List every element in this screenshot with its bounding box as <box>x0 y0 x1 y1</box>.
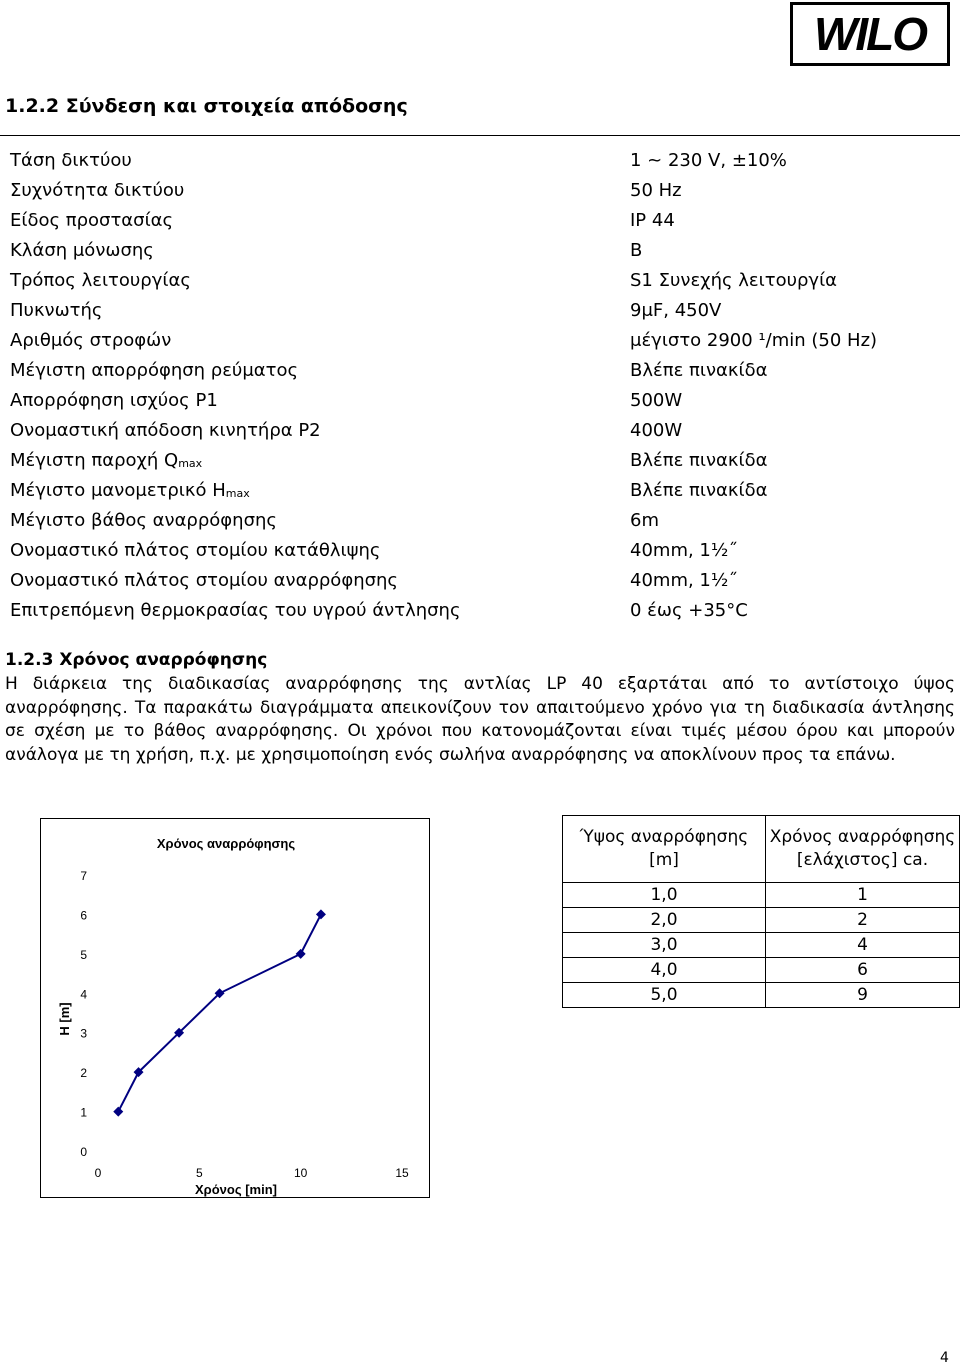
x-tick-label: 0 <box>94 1166 102 1180</box>
spec-label <box>10 506 277 536</box>
spec-label <box>10 386 218 416</box>
spec-label <box>10 326 171 356</box>
spec-label-subscript: max <box>178 457 203 470</box>
y-tick-label: 0 <box>80 1145 87 1159</box>
table-header-height: Ύψος αναρρόφησης [m] <box>563 816 766 883</box>
table-row <box>563 883 960 908</box>
table-row <box>563 933 960 958</box>
spec-label <box>10 446 202 479</box>
series-line <box>118 914 321 1111</box>
section-title: 1.2.2 Σύνδεση και στοιχεία απόδοσης <box>5 95 408 117</box>
chart-canvas <box>41 819 431 1199</box>
table-cell: 3,0 <box>563 933 766 958</box>
y-tick-label: 4 <box>80 987 87 1002</box>
table-cell: 2 <box>766 908 960 933</box>
table-cell: 6 <box>766 958 960 983</box>
spec-row <box>10 356 955 386</box>
spec-value: 400W <box>630 420 683 441</box>
spec-label-text: Πυκνωτής <box>10 300 103 321</box>
spec-label <box>10 206 173 236</box>
y-tick-label: 5 <box>80 947 87 962</box>
spec-value: 40mm, 1½˝ <box>630 570 738 591</box>
page-number: 4 <box>940 1350 949 1366</box>
spec-row <box>10 266 955 296</box>
table-header-row <box>563 816 960 883</box>
spec-value: 6m <box>630 510 659 531</box>
x-tick-label: 10 <box>293 1166 308 1180</box>
spec-value: Βλέπε πινακίδα <box>630 480 768 501</box>
spec-row <box>10 566 955 596</box>
table-row <box>563 908 960 933</box>
spec-row <box>10 176 955 206</box>
section2-text: Η διάρκεια της διαδικασίας αναρρόφησης της αντλίας LP 40 εξαρτάται από το αντίστοιχο ύψος αναρρόφησης. Τα παρακάτω διαγράμματα απεικονίζουν τον απαιτούμενο χρόνο για τη διαδικασία άντλησης σε σχέση με το βάθος αναρρόφησης. Οι χρόνοι που κατονομάζονται είναι τιμές μέσου όρου και μπορούν ανάλογα με τη χρήση, π.χ. με χρησιμοποίηση ενός σωλήνα αναρρόφησης να αποκλίνουν προς τα επάνω. <box>5 674 955 765</box>
spec-label-text: Απορρόφηση ισχύος P1 <box>10 390 218 411</box>
spec-label-subscript: max <box>225 487 250 500</box>
wilo-logo <box>790 2 950 66</box>
y-tick-label: 7 <box>80 869 87 883</box>
data-point <box>296 949 306 959</box>
spec-label-text: Τρόπος λειτουργίας <box>10 270 191 291</box>
data-point <box>113 1107 123 1117</box>
table-cell: 5,0 <box>563 983 766 1008</box>
spec-value: 9μF, 450V <box>630 300 722 321</box>
table-cell: 2,0 <box>563 908 766 933</box>
y-axis-label: H [m] <box>57 1002 72 1036</box>
spec-label <box>10 176 184 206</box>
table-row <box>563 983 960 1008</box>
divider <box>0 135 960 136</box>
spec-label-text: Μέγιστη παροχή Q <box>10 450 179 471</box>
spec-label <box>10 236 154 266</box>
spec-label <box>10 296 103 326</box>
spec-label <box>10 146 132 176</box>
spec-row <box>10 236 955 266</box>
y-tick-label: 2 <box>80 1066 87 1081</box>
wilo-logo-graphic <box>793 5 947 63</box>
spec-row <box>10 146 955 176</box>
table-cell: 9 <box>766 983 960 1008</box>
spec-value: Βλέπε πινακίδα <box>630 450 768 471</box>
spec-label-text: Μέγιστο μανομετρικό H <box>10 480 226 501</box>
spec-label <box>10 566 398 596</box>
spec-label <box>10 416 321 446</box>
table-cell: 4 <box>766 933 960 958</box>
spec-row <box>10 416 955 446</box>
spec-table <box>10 146 955 626</box>
spec-value: 50 Hz <box>630 180 682 201</box>
spec-value: 0 έως +35°C <box>630 600 748 621</box>
spec-label-text: Συχνότητα δικτύου <box>10 180 185 201</box>
x-tick-label: 5 <box>195 1166 203 1180</box>
spec-row <box>10 506 955 536</box>
spec-value: B <box>630 240 643 261</box>
y-tick-label: 6 <box>80 908 87 923</box>
spec-value: μέγιστο 2900 ¹/min (50 Hz) <box>630 330 878 351</box>
spec-label <box>10 596 461 626</box>
spec-label-text: Κλάση μόνωσης <box>10 240 154 261</box>
x-axis-label: Χρόνος [min] <box>195 1182 277 1197</box>
spec-value: 500W <box>630 390 683 411</box>
table-cell: 1,0 <box>563 883 766 908</box>
table-row <box>563 958 960 983</box>
spec-label-text: Ονομαστικό πλάτος στομίου αναρρόφησης <box>10 570 398 591</box>
data-point <box>316 909 326 919</box>
section2-title: 1.2.3 Χρόνος αναρρόφησης <box>5 650 268 670</box>
spec-label-text: Μέγιστη απορρόφηση ρεύματος <box>10 360 299 381</box>
chart-title: Χρόνος αναρρόφησης <box>156 836 296 851</box>
spec-label <box>10 476 250 509</box>
suction-time-chart <box>40 818 430 1198</box>
spec-label-text: Επιτρεπόμενη θερμοκρασίας του υγρού άντλησης <box>10 600 461 621</box>
spec-label-text: Μέγιστο βάθος αναρρόφησης <box>10 510 277 531</box>
spec-row <box>10 536 955 566</box>
spec-label <box>10 266 191 296</box>
x-tick-label: 15 <box>395 1166 409 1180</box>
table-cell: 1 <box>766 883 960 908</box>
wilo-logo-text: WILO <box>813 8 927 60</box>
spec-label-text: Ονομαστική απόδοση κινητήρα P2 <box>10 420 321 441</box>
spec-row <box>10 596 955 626</box>
spec-row <box>10 386 955 416</box>
spec-label-text: Αριθμός στροφών <box>10 330 172 351</box>
spec-value: Βλέπε πινακίδα <box>630 360 768 381</box>
spec-row <box>10 476 955 506</box>
spec-label <box>10 536 380 566</box>
spec-value: 1 ~ 230 V, ±10% <box>630 150 787 171</box>
spec-value: S1 Συνεχής λειτουργία <box>630 270 838 291</box>
table-cell: 4,0 <box>563 958 766 983</box>
spec-row <box>10 446 955 476</box>
table-header-time: Χρόνος αναρρόφησης [ελάχιστος] ca. <box>766 816 960 883</box>
spec-value: IP 44 <box>630 210 675 231</box>
y-tick-label: 3 <box>80 1026 87 1041</box>
spec-label-text: Ονομαστικό πλάτος στομίου κατάθλιψης <box>10 540 381 561</box>
spec-row <box>10 326 955 356</box>
spec-label <box>10 356 298 386</box>
spec-label-text: Τάση δικτύου <box>10 150 132 171</box>
spec-value: 40mm, 1½˝ <box>630 540 738 561</box>
suction-table <box>562 815 960 1008</box>
y-tick-label: 1 <box>80 1105 87 1120</box>
spec-row <box>10 206 955 236</box>
spec-label-text: Είδος προστασίας <box>10 210 174 231</box>
spec-row <box>10 296 955 326</box>
